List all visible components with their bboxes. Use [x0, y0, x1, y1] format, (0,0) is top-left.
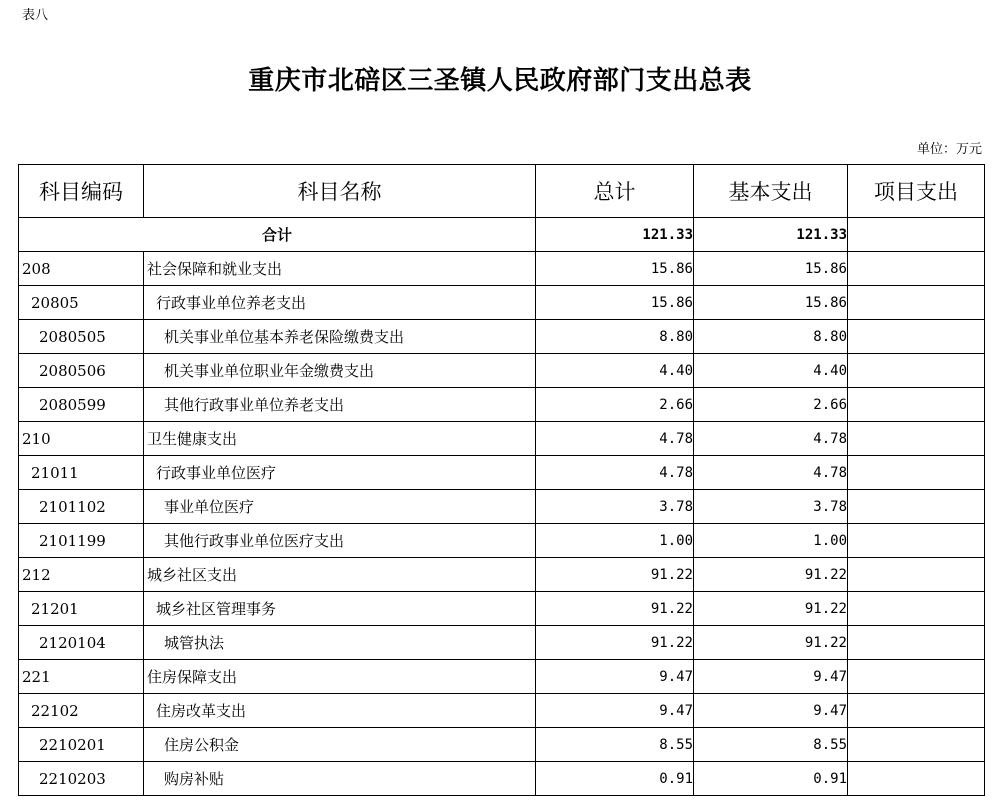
table-row — [19, 558, 985, 592]
row-basic: 91.22 — [694, 592, 848, 626]
row-total: 4.78 — [536, 456, 694, 490]
row-basic: 9.47 — [694, 694, 848, 728]
table-row — [19, 286, 985, 320]
expenditure-table — [18, 164, 985, 796]
header-code: 科目编码 — [19, 165, 144, 218]
row-basic: 9.47 — [694, 660, 848, 694]
table-header-row — [19, 165, 985, 218]
table-row — [19, 354, 985, 388]
row-basic: 2.66 — [694, 388, 848, 422]
row-code: 2120104 — [19, 626, 144, 660]
total-row — [19, 218, 985, 252]
row-name: 购房补贴 — [144, 762, 536, 796]
row-total: 15.86 — [536, 286, 694, 320]
header-basic: 基本支出 — [694, 165, 848, 218]
row-name: 机关事业单位职业年金缴费支出 — [144, 354, 536, 388]
row-name: 住房保障支出 — [144, 660, 536, 694]
row-project — [848, 694, 985, 728]
row-project — [848, 490, 985, 524]
row-name: 住房改革支出 — [144, 694, 536, 728]
row-code: 2101102 — [19, 490, 144, 524]
row-code: 2080505 — [19, 320, 144, 354]
row-project — [848, 286, 985, 320]
table-row — [19, 252, 985, 286]
row-basic: 4.78 — [694, 456, 848, 490]
row-basic: 4.40 — [694, 354, 848, 388]
total-label: 合计 — [19, 218, 536, 252]
row-name: 事业单位医疗 — [144, 490, 536, 524]
table-row — [19, 762, 985, 796]
row-total: 9.47 — [536, 694, 694, 728]
row-total: 8.80 — [536, 320, 694, 354]
row-name: 机关事业单位基本养老保险缴费支出 — [144, 320, 536, 354]
row-basic: 8.80 — [694, 320, 848, 354]
row-code: 20805 — [19, 286, 144, 320]
table-row — [19, 422, 985, 456]
row-total: 4.78 — [536, 422, 694, 456]
row-project — [848, 660, 985, 694]
table-row — [19, 524, 985, 558]
row-project — [848, 252, 985, 286]
total-cell-total: 121.33 — [536, 218, 694, 252]
row-project — [848, 524, 985, 558]
row-project — [848, 762, 985, 796]
page-title: 重庆市北碚区三圣镇人民政府部门支出总表 — [248, 66, 752, 96]
row-basic: 15.86 — [694, 286, 848, 320]
table-row — [19, 660, 985, 694]
header-project: 项目支出 — [848, 165, 985, 218]
row-project — [848, 592, 985, 626]
row-total: 15.86 — [536, 252, 694, 286]
row-basic: 1.00 — [694, 524, 848, 558]
row-code: 21201 — [19, 592, 144, 626]
row-basic: 8.55 — [694, 728, 848, 762]
document-tag: 表八 — [22, 8, 49, 23]
row-name: 其他行政事业单位医疗支出 — [144, 524, 536, 558]
row-total: 0.91 — [536, 762, 694, 796]
table-row — [19, 592, 985, 626]
row-code: 208 — [19, 252, 144, 286]
row-code: 2101199 — [19, 524, 144, 558]
row-code: 2210203 — [19, 762, 144, 796]
row-code: 221 — [19, 660, 144, 694]
row-project — [848, 456, 985, 490]
row-code: 212 — [19, 558, 144, 592]
table-row — [19, 456, 985, 490]
row-total: 91.22 — [536, 558, 694, 592]
row-total: 91.22 — [536, 592, 694, 626]
row-total: 1.00 — [536, 524, 694, 558]
table-row — [19, 694, 985, 728]
row-code: 22102 — [19, 694, 144, 728]
row-total: 91.22 — [536, 626, 694, 660]
table-row — [19, 626, 985, 660]
header-total: 总计 — [536, 165, 694, 218]
row-name: 城乡社区支出 — [144, 558, 536, 592]
row-basic: 4.78 — [694, 422, 848, 456]
row-code: 210 — [19, 422, 144, 456]
row-project — [848, 388, 985, 422]
row-code: 2080599 — [19, 388, 144, 422]
table-row — [19, 320, 985, 354]
row-name: 行政事业单位养老支出 — [144, 286, 536, 320]
row-name: 城管执法 — [144, 626, 536, 660]
row-project — [848, 626, 985, 660]
row-code: 2210201 — [19, 728, 144, 762]
total-cell-basic: 121.33 — [694, 218, 848, 252]
row-code: 2080506 — [19, 354, 144, 388]
row-total: 8.55 — [536, 728, 694, 762]
row-project — [848, 320, 985, 354]
row-total: 2.66 — [536, 388, 694, 422]
total-cell-project — [848, 218, 985, 252]
row-name: 住房公积金 — [144, 728, 536, 762]
row-basic: 91.22 — [694, 626, 848, 660]
row-code: 21011 — [19, 456, 144, 490]
row-project — [848, 354, 985, 388]
row-name: 城乡社区管理事务 — [144, 592, 536, 626]
row-total: 4.40 — [536, 354, 694, 388]
row-basic: 0.91 — [694, 762, 848, 796]
unit-note: 单位：万元 — [916, 142, 982, 157]
row-name: 行政事业单位医疗 — [144, 456, 536, 490]
row-basic: 15.86 — [694, 252, 848, 286]
row-total: 9.47 — [536, 660, 694, 694]
row-name: 社会保障和就业支出 — [144, 252, 536, 286]
row-total: 3.78 — [536, 490, 694, 524]
table-row — [19, 728, 985, 762]
table-row — [19, 388, 985, 422]
row-project — [848, 558, 985, 592]
header-name: 科目名称 — [144, 165, 536, 218]
row-basic: 91.22 — [694, 558, 848, 592]
row-name: 卫生健康支出 — [144, 422, 536, 456]
table-row — [19, 490, 985, 524]
row-basic: 3.78 — [694, 490, 848, 524]
row-project — [848, 728, 985, 762]
row-name: 其他行政事业单位养老支出 — [144, 388, 536, 422]
row-project — [848, 422, 985, 456]
